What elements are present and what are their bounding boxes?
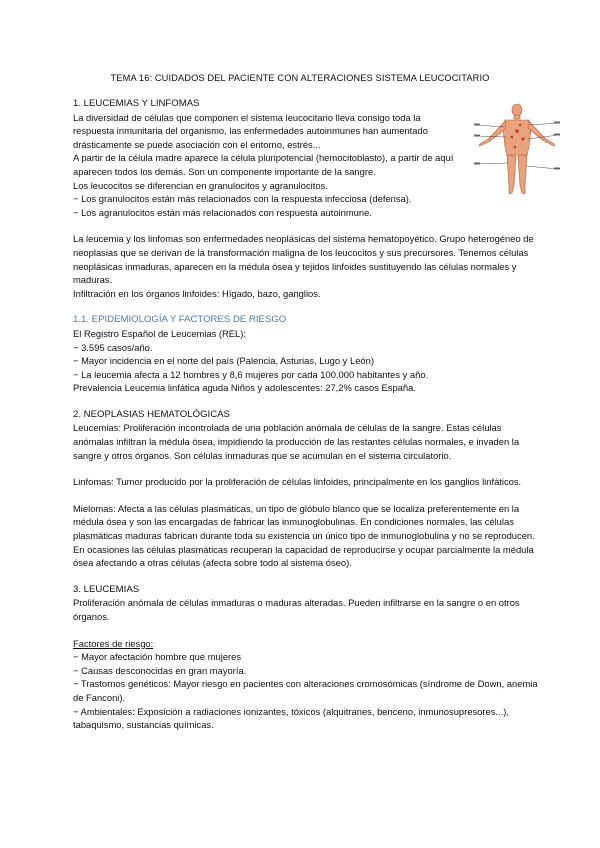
section-1-1-heading: 1.1. EPIDEMIOLOGÍA Y FACTORES DE RIESGO [73, 314, 287, 326]
linfomas-paragraph: Linfomas: Tumor producido por la proliferación de células linfoides, principalmente en los ganglios linfáticos. [73, 476, 522, 488]
risk-factor-item: − Trastornos genéticos: Mayor riesgo en pacientes con alteraciones cromosómicas (síndrome de Down, anemia de Fanconi). [73, 678, 538, 703]
section-1-paragraph: La leucemia y los linfomas son enfermedades neoplásicas del sistema hematopoyético. Grupo heterogéneo de neoplasias que se derivan de la transformación maligna de los leucocitos y sus precursores. Tenemos células neoplásicas inmaduras, aparecen en la médula ósea y tejidos linfoides sustituyendo las células normales y maduras. [73, 233, 534, 286]
section-1-line: Los leucocitos se diferencian en granulocitos y agranulocitos. [73, 179, 328, 191]
leucemias-paragraph: Leucemias: Proliferación incontrolada de una población anómala de células de la sangre. Estas células anómalas infiltran la médula ósea, impidiendo la producción de las restantes células normales, e invaden la sangre y otros órganos. Son células inmaduras que se acumulan en el sistema circulatorio. [73, 422, 520, 461]
section-1-line: − Los agranulocitos están más relacionados con respuesta autoinmune. [73, 206, 372, 218]
section-1-heading: 1. LEUCEMIAS Y LINFOMAS [73, 98, 200, 109]
risk-factor-item: − Mayor afectación hombre que mujeres [73, 651, 242, 663]
section-1-line: drásticamente se puede asociación con el entorno, estrés... [73, 138, 321, 150]
section-1-paragraph: Infiltración en los órganos linfoides: Hígado, bazo, ganglios. [73, 287, 321, 299]
section-1-line: A partir de la célula madre aparece la célula pluripotencial (hemocitoblasto), a partir de aquí [73, 152, 454, 164]
section-1-1-line: El Registro Español de Leucemias (REL): [73, 327, 246, 339]
section-1-1-line: − 3.595 casos/año. [73, 341, 153, 353]
risk-factors-title: Factores de riesgo: [73, 637, 154, 649]
section-3-heading: 3. LEUCEMIAS [73, 583, 140, 595]
document-body [73, 97, 543, 732]
document-title: TEMA 16: CUIDADOS DEL PACIENTE CON ALTERACIONES SISTEMA LEUCOCITARIO [110, 73, 490, 83]
section-1-line: − Los granulocitos están más relacionados con la respuesta infecciosa (defensa). [73, 193, 412, 205]
section-1-line: aparecen todos los demás. Son un componente importante de la sangre. [73, 165, 376, 177]
mielomas-paragraph: Mielomas: Afecta a las células plasmáticas, un tipo de glóbulo blanco que se localiza preferentemente en la médula ósea y son las encargadas de fabricar las inmunoglobulinas. En condiciones normales, las células plasmáticas maduras fabrican durante toda su existencia un único tipo de inmunoglobulina y no se reproducen. En ocasiones las células plasmáticas recuperan la capacidad de reproducirse y ocupar parcialmente la médula ósea afectando a otras células (afecta sobre todo al sistema óseo). [73, 502, 535, 569]
section-1-1-line: − La leucemia afecta a 12 hombres y 8,6 mujeres por cada 100.000 habitantes y año. [73, 368, 429, 380]
risk-factor-item: − Ambientales: Exposición a radiaciones ionizantes, tóxicos (alquitranes, benceno, inmunosupresores...), tabaquismo, sustancias químicas. [73, 705, 509, 731]
section-1-line: respuesta inmunitaria del organismo, las enfermedades autoinmunes han aumentado [73, 125, 428, 137]
section-1-line: La diversidad de células que componen el sistema leucocitario lleva consigo toda la [73, 111, 421, 123]
section-1-1-line: − Mayor incidencia en el norte del país (Palencia, Asturias, Lugo y León) [73, 355, 374, 367]
section-2-heading: 2. NEOPLASIAS HEMATOLÓGICAS [73, 408, 230, 420]
risk-factor-item: − Causas desconocidas en gran mayoría. [73, 664, 247, 676]
section-3-intro: Proliferación anómala de células inmaduras o maduras alteradas. Pueden infiltrarse en la sangre o en otros órganos. [73, 597, 520, 622]
section-1-1-line: Prevalencia Leucemia linfática aguda Niños y adolescentes: 27,2% casos España. [73, 382, 416, 394]
